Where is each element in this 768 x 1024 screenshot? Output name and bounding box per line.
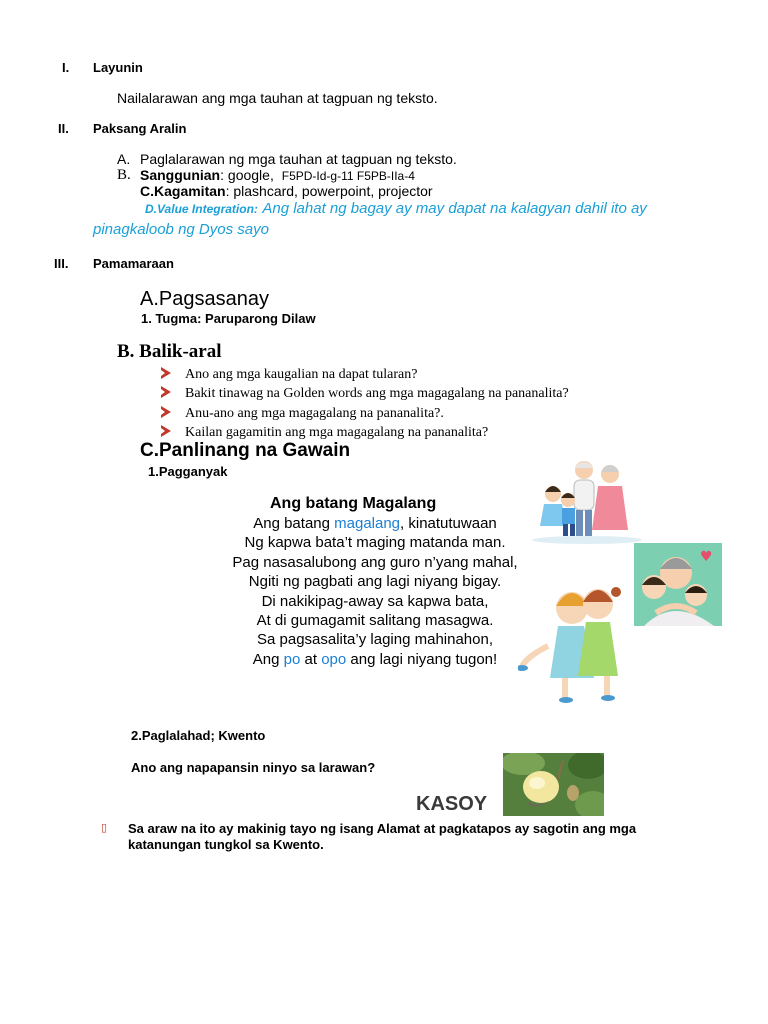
materials-text: : plashcard, powerpoint, projector <box>225 183 433 199</box>
poem-line: Di nakikipag-away sa kapwa bata, <box>261 592 489 610</box>
pagganyak-item: 1.Pagganyak <box>148 464 228 479</box>
item-a-text: Paglalarawan ng mga tauhan at tagpuan ng teksto. <box>140 151 457 167</box>
review-question: Anu-ano ang mga magagalang na pananalita?. <box>161 404 569 423</box>
grandmother-hug-illustration <box>634 543 722 626</box>
heading-pagsasanay: A.Pagsasanay <box>140 288 269 310</box>
arrow-bullet-icon <box>161 367 171 379</box>
arrow-bullet-icon <box>161 425 171 437</box>
item-b-letter: B. <box>117 167 131 183</box>
section-number-iii: III. <box>54 256 69 271</box>
pagsasanay-item: 1. Tugma: Paruparong Dilaw <box>141 311 316 326</box>
family-illustration <box>528 456 646 544</box>
item-a-letter: A. <box>117 151 131 167</box>
review-question: Bakit tinawag na Golden words ang mga magagalang na pananalita? <box>161 384 569 403</box>
reference-line <box>140 167 415 183</box>
closing-bullet-icon: ▯ <box>101 822 108 834</box>
paglalahad-item: 2.Paglalahad; Kwento <box>131 728 266 743</box>
heading-panlinang: C.Panlinang na Gawain <box>140 440 351 461</box>
poem-line: Ngiti ng pagbati ang lagi niyang bigay. <box>248 573 502 591</box>
materials-label: C.Kagamitan <box>140 183 226 199</box>
picture-question: Ano ang napapansin ninyo sa larawan? <box>131 760 376 775</box>
objective-text: Nailalarawan ang mga tauhan at tagpuan ng teksto. <box>117 90 438 106</box>
poem-line: Sa pagsasalita’y laging mahinahon, <box>257 631 493 649</box>
value-integration-text-2: pinagkaloob ng Dyos sayo <box>93 221 269 238</box>
section-number-ii: II. <box>58 121 69 136</box>
poem-line: Ng kapwa bata’t maging matanda man. <box>244 534 506 552</box>
svg-text:♥: ♥ <box>700 549 713 565</box>
closing-text-line-1: Sa araw na ito ay makinig tayo ng isang Alamat at pagkatapos ay sagotin ang mga <box>128 821 637 836</box>
section-title-pamamaraan: Pamamaraan <box>93 256 174 271</box>
reference-label: Sanggunian <box>140 167 221 183</box>
value-integration-label: D.Value Integration: <box>145 202 258 216</box>
section-title-paksang-aralin: Paksang Aralin <box>93 121 187 136</box>
kasoy-label: KASOY <box>416 793 488 815</box>
poem-line: Pag nasasalubong ang guro n’yang mahal, <box>232 553 518 571</box>
value-integration-line <box>145 200 647 218</box>
review-question: Ano ang mga kaugalian na dapat tularan? <box>161 365 569 384</box>
closing-text-line-2: katanungan tungkol sa Kwento. <box>128 837 324 852</box>
materials-line <box>140 183 433 199</box>
review-question: Kailan gagamitin ang mga magagalang na pananalita? <box>161 423 569 442</box>
poem-title: Ang batang Magalang <box>270 495 437 512</box>
reference-codes: F5PD-Id-g-11 F5PB-IIa-4 <box>281 169 415 183</box>
review-question-list <box>161 365 569 442</box>
poem-line: Ang batang magalang, kinatutuwaan <box>253 515 497 532</box>
value-integration-text-1: Ang lahat ng bagay ay may dapat na kalagyan dahil ito ay <box>262 200 647 217</box>
section-title-layunin: Layunin <box>93 60 143 75</box>
arrow-bullet-icon <box>161 386 171 398</box>
reference-text: : google, <box>220 167 274 183</box>
cashew-photo <box>503 753 604 816</box>
heading-balik-aral: B. Balik-aral <box>117 341 222 362</box>
poem <box>200 514 550 669</box>
arrow-bullet-icon <box>161 406 171 418</box>
girls-hugging-illustration <box>518 576 630 706</box>
poem-line: Ang po at opo ang lagi niyang tugon! <box>252 650 498 668</box>
poem-line: At di gumagamit salitang masagwa. <box>256 611 494 629</box>
section-number-i: I. <box>62 60 70 75</box>
